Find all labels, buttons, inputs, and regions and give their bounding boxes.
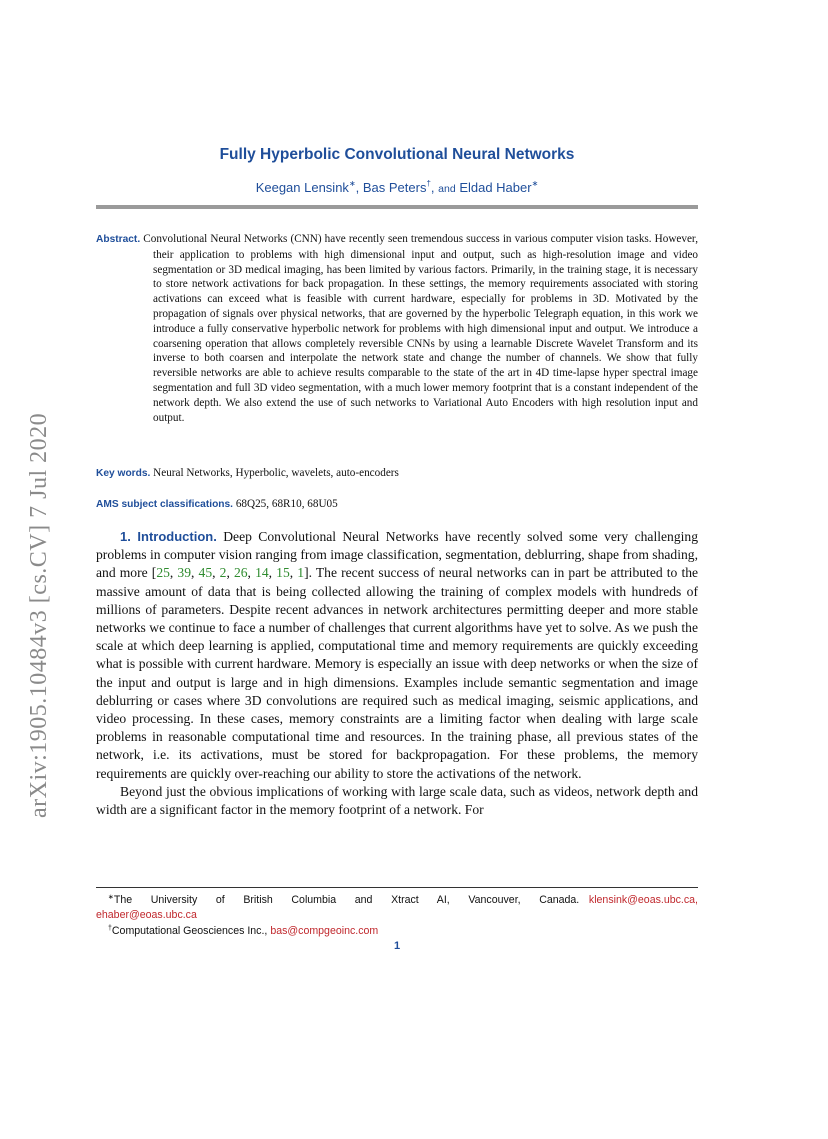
ams-label: AMS subject classifications. (96, 499, 234, 510)
author-name: Bas Peters (362, 180, 427, 195)
abstract-label: Abstract. (96, 234, 141, 245)
paper-title: Fully Hyperbolic Convolutional Neural Networks (219, 146, 575, 163)
author-mark: ∗ (348, 179, 356, 188)
author-line: Keegan Lensink∗, Bas Peters†, and Eldad Haber∗ (255, 179, 539, 195)
section-heading: 1. Introduction. (120, 529, 217, 544)
abstract-text: Convolutional Neural Networks (CNN) have recently seen tremendous success in various computer vision tasks. However, their application to problems with high dimensional input and output, such as high-resolution image and video segmentation or 3D medical imaging, has been limited by various factors. Primarily, in the training stage, it is necessary to store network activations for back propagation. In these settings, the memory requirements associated with storing activations can exceed what is feasible with current hardware, especially for problems in 3D. Motivated by the propagation of signals over physical networks, that are governed by the hyperbolic Telegraph equation, in this work we introduce a fully conservative hyperbolic network for problems with high dimensional input and output. We introduce a coarsening operation that allows completely reversible CNNs by using a learnable Discrete Wavelet Transform and its inverse to both coarsen and interpolate the network state and change the number of channels. We show that fully reversible networks are able to achieve results comparable to the state of the art in 4D time-lapse hyper spectral image segmentation and full 3D video segmentation, with a much lower memory footprint that is a constant independent of the network depth. We also extend the use of such networks to Variational Auto Encoders with high resolution input and output. (143, 233, 699, 424)
citation-link[interactable]: 15 (276, 565, 290, 581)
keywords (96, 467, 698, 479)
author-name: Keegan Lensink (255, 180, 349, 195)
author-name: Eldad Haber (459, 180, 532, 195)
introduction-section (96, 528, 698, 819)
keywords-text: Neural Networks, Hyperbolic, wavelets, auto-encoders (153, 467, 399, 479)
footnote-mark: † (108, 925, 112, 933)
abstract (96, 232, 698, 425)
footnote-1 (96, 891, 698, 922)
arxiv-stamp: arXiv:1905.10484v3 [cs.CV] 7 Jul 2020 (26, 412, 52, 818)
citation-link[interactable]: 26 (233, 565, 248, 581)
footnotes (96, 891, 698, 939)
footnote-1-text: The University of British Columbia and Xtract AI, Vancouver, Canada. (113, 894, 580, 906)
intro-text-a: Deep Convolutional Neural Networks have recently solved some very challenging problems in computer vision ranging from image classification, segmentation, deblurring, shape from shading, and more [ (96, 529, 698, 581)
footnote-rule (96, 887, 698, 888)
ams-classifications (96, 498, 698, 510)
citation-link[interactable]: 14 (255, 565, 269, 581)
title-rule (96, 205, 698, 209)
citation-link[interactable]: 39 (177, 565, 192, 581)
intro-paragraph-1: 1. Introduction. Deep Convolutional Neural Networks have recently solved some very challenging problems in computer vision ranging from image classification, segmentation, deblurring, shape from shading, and more [25, 39, 45, 2, 26, 14, 15, 1]. The recent success of neural networks can in part be attributed to the massive amount of data that is being collected allowing the training of complex models with hundreds of millions of parameters. Despite recent advances in network architectures permitting deeper and more stable networks we continue to face a number of challenges that current algorithms have yet to solve. As we push the scale at which deep learning is applied, computational time and memory requirements are quickly exceeding what is possible with current hardware. Memory is especially an issue with deep networks or when the size of the input and output is large and in high dimensions. Examples include semantic segmentation and image deblurring or cases where 3D convolutions are required such as medical imaging, seismic applications, and video processing. In these cases, memory constraints are a limiting factor when dealing with large scale problems in reasonable computational time and resources. In the training phase, all previous states of the network, i.e. its activations, must be stored for backpropagation. For these problems, the memory requirements are quickly over-reaching our ability to store the activations of the network. (96, 529, 699, 781)
ams-text: 68Q25, 68R10, 68U05 (235, 498, 338, 510)
email-link[interactable]: ehaber@eoas.ubc.ca (96, 908, 197, 921)
intro-text-b: ]. The recent success of neural networks can in part be attributed to the massive amount of data that is being collected allowing the training of complex models with hundreds of millions of parameters. Despite recent advances in network architectures permitting deeper and more stable networks we continue to face a number of challenges that current algorithms have yet to solve. As we push the scale at which deep learning is applied, computational time and memory requirements are quickly exceeding what is possible with current hardware. Memory is especially an issue with deep networks or when the size of the input and output is large and in high dimensions. Examples include semantic segmentation and image deblurring or cases where 3D convolutions are required such as medical imaging, seismic applications, and video processing. In these cases, memory constraints are a limiting factor when dealing with large scale problems in reasonable computational time and resources. In the training phase, all previous states of the network, i.e. its activations, must be stored for backpropagation. For these problems, the memory requirements are quickly over-reaching our ability to store the activations of the network. (96, 565, 699, 781)
footnote-2 (96, 922, 698, 939)
email-link[interactable]: bas@compgeoinc.com (270, 925, 379, 938)
citation-link[interactable]: 45 (198, 565, 213, 581)
keywords-label: Key words. (96, 468, 151, 479)
author-mark: ∗ (531, 179, 539, 188)
intro-paragraph-2: Beyond just the obvious implications of working with large scale data, such as videos, network depth and width are a significant factor in the memory footprint of a network. For (96, 783, 698, 818)
citation-link[interactable]: 25 (156, 565, 170, 581)
email-link[interactable]: klensink@eoas.ubc.ca, (588, 894, 698, 906)
author-mark: † (426, 179, 431, 188)
footnote-mark: ∗ (108, 894, 114, 901)
footnote-2-text: Computational Geosciences Inc., (111, 925, 271, 938)
author-separator: and (438, 183, 456, 195)
citation-link[interactable]: 2 (219, 565, 227, 581)
citation-link[interactable]: 1 (297, 565, 305, 581)
page-number: 1 (393, 940, 401, 952)
